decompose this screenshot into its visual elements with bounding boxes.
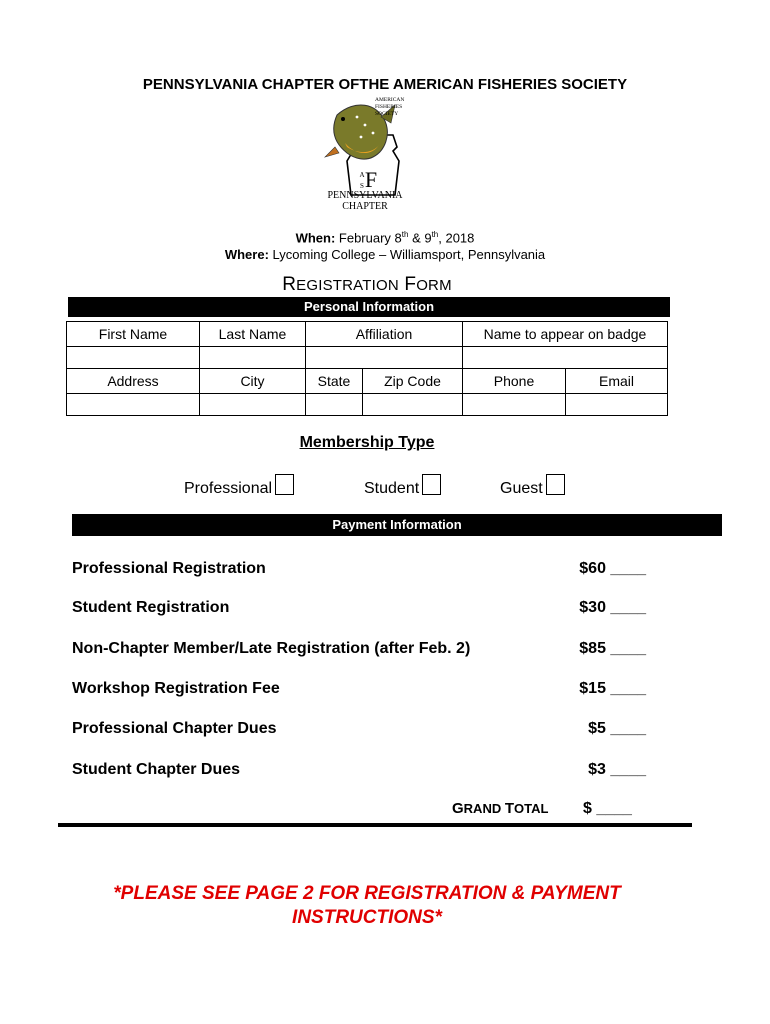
form-title: REGISTRATION FORM xyxy=(282,274,452,295)
phone-header: Phone xyxy=(463,369,566,394)
address-header: Address xyxy=(67,369,200,394)
payment-row xyxy=(72,761,646,779)
badge-name-header: Name to appear on badge xyxy=(463,322,668,347)
address-field[interactable] xyxy=(67,394,200,416)
notice-line2: INSTRUCTIONS* xyxy=(292,907,442,928)
membership-type-title: Membership Type xyxy=(299,434,435,451)
logo-caption-line1: PENNSYLVANIA xyxy=(327,190,403,201)
payment-row xyxy=(72,680,646,698)
guest-checkbox[interactable] xyxy=(546,474,565,495)
payment-information-bar: Payment Information xyxy=(72,514,722,536)
logo-caption-line2: CHAPTER xyxy=(342,201,388,212)
payment-amount[interactable]: $30 ____ xyxy=(579,599,646,616)
payment-row xyxy=(72,599,646,617)
first-name-field[interactable] xyxy=(67,347,200,369)
grand-total-label: GRAND TOTAL xyxy=(452,800,549,817)
payment-label: Student Chapter Dues xyxy=(72,761,241,778)
payment-amount[interactable]: $15 ____ xyxy=(579,680,646,697)
payment-label: Professional Registration xyxy=(72,560,266,577)
logo-text-2: FISHERIES xyxy=(375,104,403,110)
student-label: Student xyxy=(364,480,420,497)
payment-amount[interactable]: $85 ____ xyxy=(579,640,646,657)
event-where: Where: Lycoming College – Williamsport, Pennsylvania xyxy=(224,247,546,263)
personal-information-table xyxy=(66,321,668,416)
payment-label: Non-Chapter Member/Late Registration (after Feb. 2) xyxy=(72,640,471,657)
svg-text:F: F xyxy=(364,167,378,192)
membership-option-student[interactable] xyxy=(364,474,441,498)
zip-code-field[interactable] xyxy=(363,394,463,416)
affiliation-field[interactable] xyxy=(306,347,463,369)
email-header: Email xyxy=(566,369,668,394)
organization-title: PENNSYLVANIA CHAPTER OFTHE AMERICAN FISHERIES SOCIETY xyxy=(142,76,628,93)
membership-option-professional[interactable] xyxy=(184,474,294,498)
payment-row xyxy=(72,640,646,658)
logo-text-3: SOCIETY xyxy=(375,111,399,117)
grand-total-amount[interactable]: $ ____ xyxy=(583,800,632,817)
payment-row xyxy=(72,560,646,578)
svg-text:A: A xyxy=(359,171,365,179)
zip-code-header: Zip Code xyxy=(363,369,463,394)
state-header: State xyxy=(306,369,363,394)
divider-rule xyxy=(58,823,692,827)
membership-option-guest[interactable] xyxy=(500,474,565,498)
first-name-header: First Name xyxy=(67,322,200,347)
payment-label: Professional Chapter Dues xyxy=(72,720,277,737)
payment-row xyxy=(72,720,646,738)
professional-label: Professional xyxy=(184,480,273,497)
payment-label: Student Registration xyxy=(72,599,230,616)
notice-line1: *PLEASE SEE PAGE 2 FOR REGISTRATION & PAYMENT xyxy=(113,883,621,904)
logo-caption xyxy=(300,190,430,212)
event-when: When: February 8th & 9th, 2018 xyxy=(295,230,475,246)
student-checkbox[interactable] xyxy=(422,474,441,495)
city-header: City xyxy=(200,369,306,394)
logo-text-1: AMERICAN xyxy=(375,97,405,103)
guest-label: Guest xyxy=(500,480,543,497)
last-name-field[interactable] xyxy=(200,347,306,369)
state-field[interactable] xyxy=(306,394,363,416)
last-name-header: Last Name xyxy=(200,322,306,347)
payment-amount[interactable]: $5 ____ xyxy=(588,720,646,737)
payment-amount[interactable]: $3 ____ xyxy=(588,761,646,778)
svg-text:S: S xyxy=(360,182,364,190)
payment-label: Workshop Registration Fee xyxy=(72,680,280,697)
badge-name-field[interactable] xyxy=(463,347,668,369)
phone-field[interactable] xyxy=(463,394,566,416)
payment-amount[interactable]: $60 ____ xyxy=(579,560,646,577)
event-details xyxy=(0,226,770,263)
city-field[interactable] xyxy=(200,394,306,416)
professional-checkbox[interactable] xyxy=(275,474,294,495)
affiliation-header: Affiliation xyxy=(306,322,463,347)
email-field[interactable] xyxy=(566,394,668,416)
personal-information-bar: Personal Information xyxy=(68,297,670,317)
instructions-notice xyxy=(0,882,734,930)
